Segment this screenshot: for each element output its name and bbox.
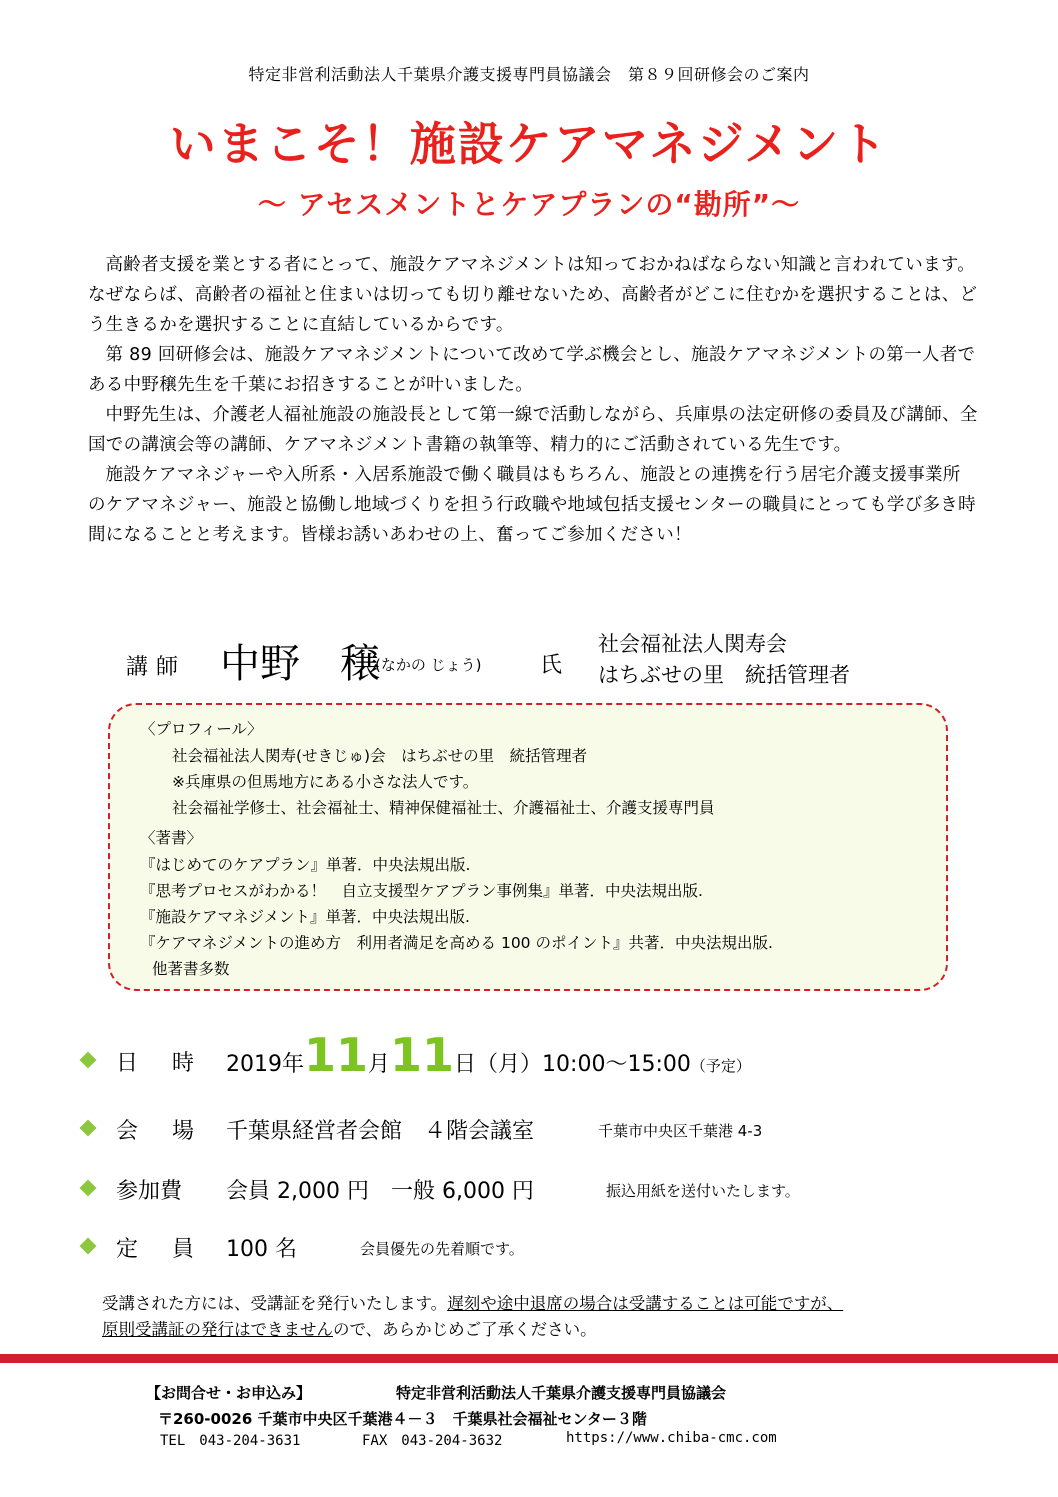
page-subtitle: ～ アセスメントとケアプランの“勘所”～ (257, 188, 801, 221)
date-month: 11 (304, 1028, 369, 1082)
notice-line-1 (102, 1290, 843, 1314)
fee-note: 振込用紙を送付いたします。 (606, 1182, 800, 1200)
book-item: 『思考プロセスがわかる！ 自立支援型ケアプラン事例集』単著．中央法規出版. (140, 882, 703, 900)
capacity-value: 100 名 (226, 1237, 297, 1262)
contact-org: 特定非営利活動法人千葉県介護支援専門員協議会 (396, 1384, 727, 1402)
date-day: 11 (390, 1028, 455, 1082)
notice-emphasis: 遅刻や途中退席の場合は受講することは可能ですが、 (447, 1294, 844, 1313)
diamond-bullet-icon (80, 1238, 97, 1255)
profile-box (108, 703, 948, 991)
book-item: 『施設ケアマネジメント』単著．中央法規出版. (140, 908, 470, 926)
diamond-bullet-icon (80, 1180, 97, 1197)
venue-address: 千葉市中央区千葉港 4-3 (598, 1122, 763, 1140)
fee-value: 会員 2,000 円 一般 6,000 円 (226, 1179, 534, 1204)
book-item: 『ケアマネジメントの進め方 利用者満足を高める 100 のポイント』共著．中央法規出版. (140, 934, 773, 952)
intro-text (88, 250, 978, 550)
contact-address: 〒260-0026 千葉市中央区千葉港４－３ 千葉県社会福祉センター３階 (158, 1410, 647, 1428)
notice-text: 受講された方には、受講証を発行いたします。 (102, 1294, 448, 1313)
contact-tel: TEL 043-204-3631 (160, 1433, 301, 1449)
date-value (226, 1028, 751, 1082)
intro-paragraph: 施設ケアマネジャーや入所系・入居系施設で働く職員はもちろん、施設との連携を行う居宅介護支援事業所のケアマネジャー、施設と協働し地域づくりを担う行政職や地域包括支援センターの職員にとっても学び多き時間になることと考えます。皆様お誘いあわせの上、奮ってご参加ください！ (88, 465, 976, 545)
lecturer-org: 社会福祉法人関寿会 (598, 632, 787, 656)
organizer-line: 特定非営利活動法人千葉県介護支援専門員協議会 第８９回研修会のご案内 (248, 65, 810, 84)
lecturer-name: 中野 穣 (220, 641, 380, 687)
contact-label: 【お問合せ・お申込み】 (146, 1384, 312, 1402)
venue-value: 千葉県経営者会館 ４階会議室 (226, 1119, 535, 1144)
notice-line-2 (102, 1316, 597, 1340)
intro-paragraph: 第 89 回研修会は、施設ケアマネジメントについて改めて学ぶ機会とし、施設ケアマネジメントの第一人者である中野穣先生を千葉にお招きすることが叶いました。 (88, 345, 976, 395)
capacity-label: 定 員 (116, 1237, 201, 1262)
fee-label: 参加費 (116, 1179, 183, 1204)
notice-emphasis: 原則受講証の発行はできません (102, 1320, 333, 1339)
lecturer-position: はちぶせの里 統括管理者 (598, 663, 850, 687)
diamond-bullet-icon (80, 1120, 97, 1137)
books-others: 他著書多数 (152, 960, 230, 978)
date-day-unit: 日（月）10:00～15:00 (454, 1052, 691, 1077)
intro-paragraph: 中野先生は、介護老人福祉施設の施設長として第一線で活動しながら、兵庫県の法定研修の委員及び講師、全国での講演会等の講師、ケアマネジメント書籍の執筆等、精力的にご活動されている先生です。 (88, 405, 978, 455)
contact-fax: FAX 043-204-3632 (362, 1433, 503, 1449)
page-title: いまこそ！施設ケアマネジメント (169, 117, 889, 171)
lecturer-label: 講師 (126, 655, 187, 680)
profile-line: 社会福祉法人関寿(せきじゅ)会 はちぶせの里 統括管理者 (172, 747, 588, 765)
date-year: 2019年 (226, 1052, 304, 1077)
intro-paragraph: 高齢者支援を業とする者にとって、施設ケアマネジメントは知っておかねばならない知識と言われています。なぜならば、高齢者の福祉と住まいは切っても切り離せないため、高齢者がどこに住むかを選択することは、どう生きるかを選択することに直結しているからです。 (88, 255, 978, 335)
capacity-note: 会員優先の先着順です。 (360, 1240, 524, 1258)
contact-url[interactable]: https://www.chiba-cmc.com (566, 1430, 777, 1446)
book-item: 『はじめてのケアプラン』単著．中央法規出版. (140, 856, 471, 874)
date-note: （予定） (690, 1057, 751, 1075)
profile-line: ※兵庫県の但馬地方にある小さな法人です。 (172, 773, 479, 791)
notice-text: ので、あらかじめご了承ください。 (333, 1320, 597, 1339)
lecturer-suffix: 氏 (540, 653, 563, 678)
lecturer-reading: (なかの じょう) (375, 656, 482, 674)
diamond-bullet-icon (80, 1052, 97, 1069)
profile-heading: 〈プロフィール〉 (140, 720, 263, 738)
date-label: 日 時 (116, 1051, 201, 1076)
date-month-unit: 月 (368, 1052, 391, 1077)
divider-bar (0, 1354, 1058, 1363)
venue-label: 会 場 (116, 1119, 201, 1144)
books-heading: 〈著書〉 (140, 829, 203, 847)
profile-line: 社会福祉学修士、社会福祉士、精神保健福祉士、介護福祉士、介護支援専門員 (172, 799, 715, 817)
